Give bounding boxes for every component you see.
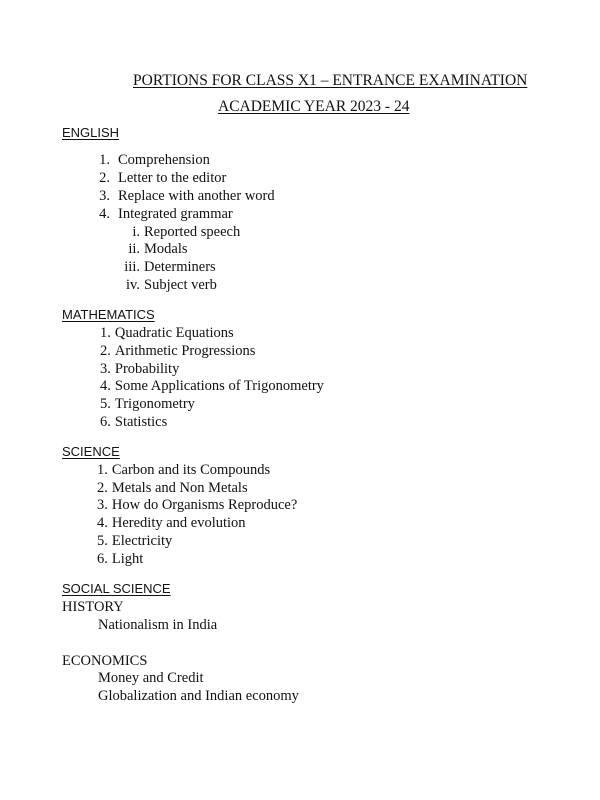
- economics-label: ECONOMICS: [62, 653, 148, 669]
- english-item: [96, 188, 275, 205]
- english-subitem-text: Subject verb: [144, 277, 217, 293]
- science-item: [97, 551, 143, 568]
- mathematics-item: [100, 361, 179, 378]
- history-label: HISTORY: [62, 599, 124, 615]
- english-item-text: Comprehension: [118, 152, 210, 168]
- mathematics-item: [100, 325, 234, 342]
- science-item-text: Heredity and evolution: [111, 515, 246, 531]
- mathematics-item-number: 4.: [100, 378, 111, 394]
- mathematics-item: [100, 414, 167, 431]
- english-item-number: 2.: [99, 170, 110, 186]
- science-item-number: 4.: [97, 515, 108, 531]
- science-item-number: 3.: [97, 497, 108, 513]
- science-item-number: 1.: [97, 462, 108, 478]
- mathematics-item-number: 5.: [100, 396, 111, 412]
- social-science-heading: SOCIAL SCIENCE: [62, 581, 171, 596]
- science-item-text: Light: [111, 551, 144, 567]
- english-item: [96, 170, 226, 187]
- english-item-number: 4.: [99, 206, 110, 222]
- english-item-number: 1.: [99, 152, 110, 168]
- mathematics-item: [100, 396, 195, 413]
- science-item: [97, 533, 172, 550]
- english-item-text: Letter to the editor: [118, 170, 227, 186]
- english-item: [96, 152, 210, 169]
- mathematics-item-text: Statistics: [114, 414, 168, 430]
- mathematics-item-text: Some Applications of Trigonometry: [114, 378, 324, 394]
- mathematics-item: [100, 378, 324, 395]
- economics-item: Money and Credit: [98, 670, 204, 686]
- mathematics-item-text: Trigonometry: [114, 396, 195, 412]
- science-item: [97, 462, 270, 479]
- title-line-1: PORTIONS FOR CLASS X1 – ENTRANCE EXAMINATION: [133, 72, 528, 89]
- science-item-number: 6.: [97, 551, 108, 567]
- english-subitem-text: Reported speech: [144, 224, 241, 240]
- science-item-text: Carbon and its Compounds: [111, 462, 271, 478]
- mathematics-item-number: 6.: [100, 414, 111, 430]
- title-line-2: ACADEMIC YEAR 2023 - 24: [218, 98, 410, 115]
- science-heading: SCIENCE: [62, 444, 120, 459]
- mathematics-item-number: 2.: [100, 343, 111, 359]
- mathematics-item-text: Quadratic Equations: [114, 325, 234, 341]
- english-item-number: 3.: [99, 188, 110, 204]
- english-subitem-text: Determiners: [144, 259, 216, 275]
- english-subitem-number: ii.: [128, 241, 140, 257]
- mathematics-item-number: 3.: [100, 361, 111, 377]
- history-item: Nationalism in India: [98, 617, 218, 633]
- english-subitem-number: iii.: [124, 259, 140, 275]
- english-subitem: [118, 241, 188, 258]
- english-item-text: Integrated grammar: [118, 206, 233, 222]
- science-item-text: Metals and Non Metals: [111, 480, 248, 496]
- science-item: [97, 480, 248, 497]
- english-subitem: [118, 259, 216, 276]
- science-item: [97, 515, 246, 532]
- english-subitem-text: Modals: [144, 241, 188, 257]
- science-item-number: 5.: [97, 533, 108, 549]
- english-subitem-number: iv.: [126, 277, 140, 293]
- english-item: [96, 206, 233, 223]
- english-subitem: [118, 277, 217, 294]
- science-item-text: How do Organisms Reproduce?: [111, 497, 298, 513]
- mathematics-item: [100, 343, 255, 360]
- science-item: [97, 497, 297, 514]
- mathematics-item-text: Arithmetic Progressions: [114, 343, 256, 359]
- english-heading: ENGLISH: [62, 125, 120, 140]
- english-subitem: [118, 224, 240, 241]
- mathematics-item-number: 1.: [100, 325, 111, 341]
- economics-item: Globalization and Indian economy: [98, 688, 299, 704]
- english-subitem-number: i.: [132, 224, 140, 240]
- science-item-text: Electricity: [111, 533, 173, 549]
- english-item-text: Replace with another word: [118, 188, 275, 204]
- mathematics-item-text: Probability: [114, 361, 180, 377]
- science-item-number: 2.: [97, 480, 108, 496]
- mathematics-heading: MATHEMATICS: [62, 307, 155, 322]
